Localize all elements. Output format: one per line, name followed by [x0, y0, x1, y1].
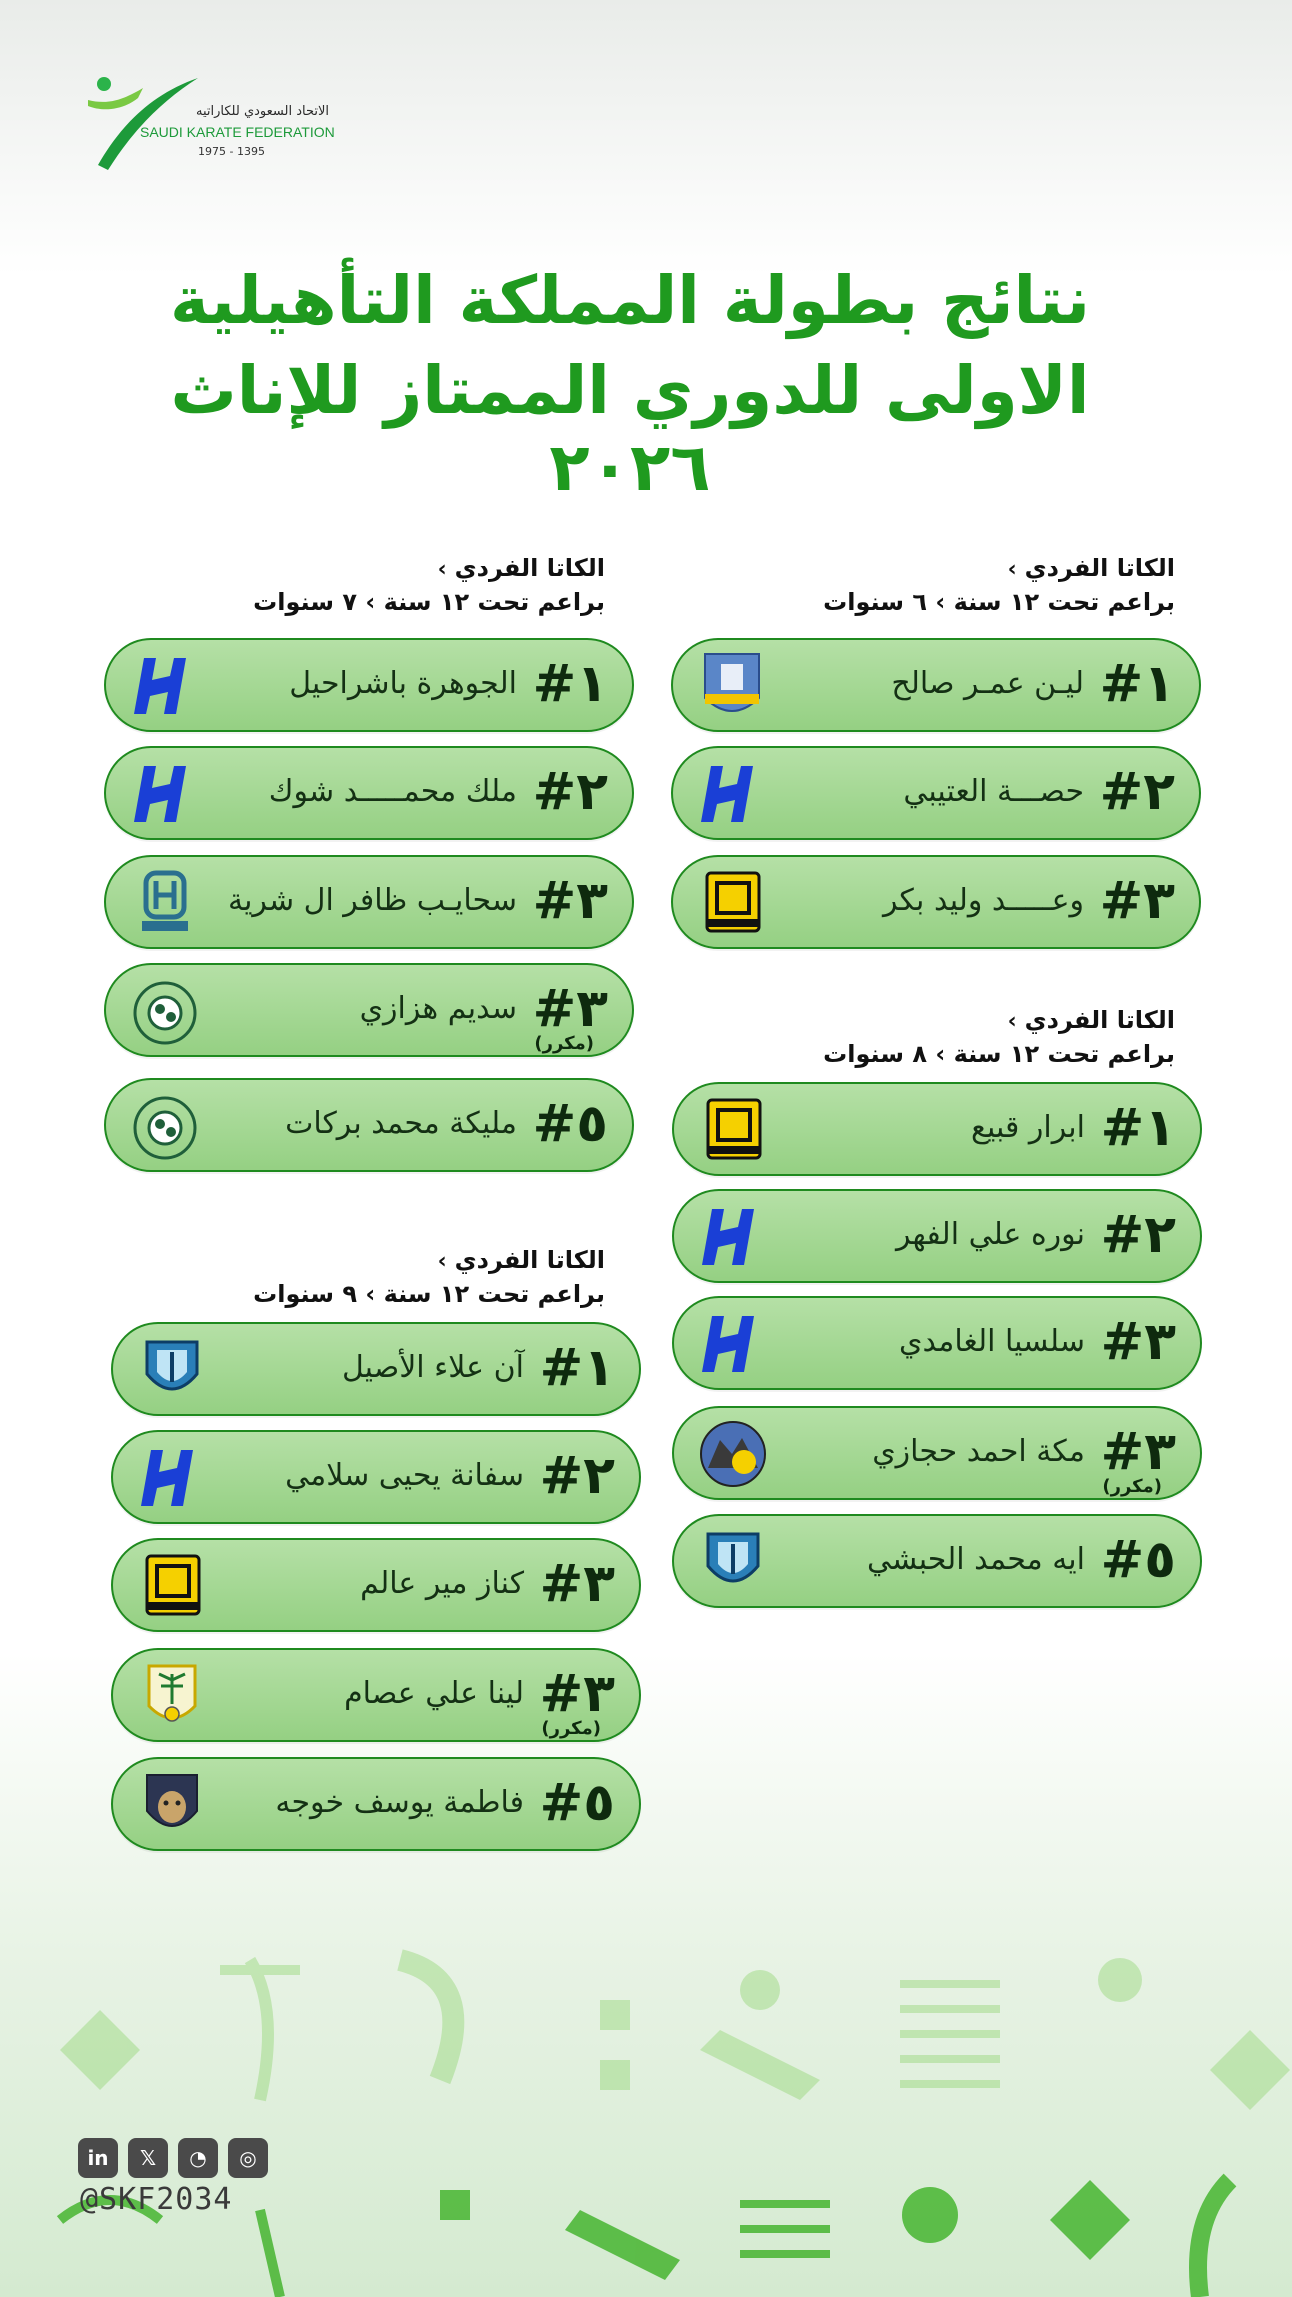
federation-name-en: SAUDI KARATE FEDERATION	[140, 124, 335, 140]
section-subheading: براعم تحت ١٢ سنة › ٩ سنوات	[253, 1280, 605, 1308]
linkedin-icon[interactable]: in	[78, 2138, 118, 2178]
rank-label: #١	[1099, 654, 1175, 714]
athlete-name: وعـــــد وليد بكر	[882, 883, 1084, 918]
section-header-9yrs	[85, 1244, 605, 1310]
result-card	[672, 1082, 1202, 1176]
page-title-line1: نتائج بطولة المملكة التأهيلية	[169, 262, 1091, 339]
result-card	[111, 1322, 641, 1416]
section-heading: الكاتا الفردي	[454, 1246, 605, 1274]
athlete-name: لينا علي عصام	[344, 1676, 524, 1711]
rank-label: #٢	[539, 1446, 615, 1506]
athlete-name: ملك محمـــــد شوك	[268, 774, 517, 809]
result-card	[671, 746, 1201, 840]
athlete-name: حصـــة العتيبي	[903, 774, 1084, 809]
repeat-label: (مكرر)	[1102, 1476, 1162, 1497]
ittihad-badge-icon	[698, 1094, 768, 1166]
result-card	[104, 638, 634, 732]
athlete-name: فاطمة يوسف خوجه	[275, 1785, 524, 1820]
rank-label: #١	[532, 654, 608, 714]
athlete-name: سحايـب ظافر ال شرية	[227, 883, 517, 918]
rank-label: #١	[539, 1338, 615, 1398]
section-subheading: براعم تحت ١٢ سنة › ٨ سنوات	[823, 1040, 1175, 1068]
rank-label: #٥	[532, 1094, 608, 1154]
rank-label: #٢	[1099, 762, 1175, 822]
section-subheading: براعم تحت ١٢ سنة › ٦ سنوات	[823, 588, 1175, 616]
ohud-badge-icon	[698, 1418, 768, 1490]
result-card	[672, 1406, 1202, 1500]
page-title-line2: الاولى للدوري الممتاز للإناث ٢٠٢٦	[170, 352, 1090, 506]
rank-label: #٣	[1099, 871, 1175, 931]
athlete-name: سلسيا الغامدي	[899, 1324, 1085, 1359]
al-hawra-badge-icon	[130, 1090, 200, 1162]
alula-badge-icon	[137, 1769, 207, 1841]
result-card	[104, 855, 634, 949]
palm-badge-icon	[137, 1660, 207, 1732]
result-card	[671, 855, 1201, 949]
chevron-left-icon: ›	[437, 557, 447, 582]
section-heading: الكاتا الفردي	[454, 554, 605, 582]
chevron-left-icon: ›	[437, 1249, 447, 1274]
rank-label: #٣	[1100, 1312, 1176, 1372]
al-hilal-badge-icon	[137, 1442, 207, 1514]
athlete-name: آن علاء الأصيل	[341, 1350, 524, 1385]
section-subheading: براعم تحت ١٢ سنة › ٧ سنوات	[253, 588, 605, 616]
rank-label: #٥	[539, 1773, 615, 1833]
al-ain-badge-icon	[697, 650, 767, 722]
ittihad-badge-icon	[137, 1550, 207, 1622]
rank-label: #٣	[1100, 1422, 1176, 1482]
shield-badge-icon	[137, 1334, 207, 1406]
rank-label: #٢	[532, 762, 608, 822]
al-hilal-badge-icon	[698, 1308, 768, 1380]
chevron-left-icon: ›	[1007, 557, 1017, 582]
result-card	[672, 1189, 1202, 1283]
result-card	[672, 1514, 1202, 1608]
athlete-name: الجوهرة باشراحيل	[289, 666, 517, 701]
rank-label: #٢	[1100, 1205, 1176, 1265]
al-hilal-badge-icon	[698, 1201, 768, 1273]
shield-badge-icon	[698, 1526, 768, 1598]
athlete-name: كناز مير عالم	[360, 1566, 524, 1601]
rank-label: #٣	[539, 1664, 615, 1724]
section-header-7yrs	[85, 552, 605, 618]
rank-label: #٥	[1100, 1530, 1176, 1590]
rank-label: #٣	[532, 979, 608, 1039]
federation-years: 1975 - 1395	[198, 145, 265, 158]
athlete-name: نوره علي الفهر	[896, 1217, 1085, 1252]
x-icon[interactable]: 𝕏	[128, 2138, 168, 2178]
result-card	[111, 1430, 641, 1524]
decorative-pattern	[0, 1880, 1292, 2297]
al-hawra-badge-icon	[130, 975, 200, 1047]
section-header-6yrs	[655, 552, 1175, 618]
al-hilal-badge-icon	[130, 758, 200, 830]
result-card	[104, 963, 634, 1057]
result-card	[111, 1538, 641, 1632]
athlete-name: ايه محمد الحبشي	[866, 1542, 1085, 1577]
social-handle: @SKF2034	[80, 2182, 233, 2217]
rank-label: #٣	[539, 1554, 615, 1614]
athlete-name: سفانة يحيى سلامي	[285, 1458, 524, 1493]
repeat-label: (مكرر)	[534, 1033, 594, 1054]
rank-label: #٣	[532, 871, 608, 931]
athlete-name: مكة احمد حجازي	[872, 1434, 1085, 1469]
result-card	[104, 1078, 634, 1172]
al-hilal-badge-icon	[697, 758, 767, 830]
federation-name-ar: الاتحاد السعودي للكاراتيه	[196, 104, 329, 119]
athlete-name: ابرار قبيع	[970, 1110, 1085, 1145]
rank-label: #١	[1100, 1098, 1176, 1158]
instagram-icon[interactable]: ◎	[228, 2138, 268, 2178]
federation-logo	[88, 70, 348, 180]
result-card	[104, 746, 634, 840]
snapchat-icon[interactable]: ◔	[178, 2138, 218, 2178]
section-heading: الكاتا الفردي	[1024, 1006, 1175, 1034]
repeat-label: (مكرر)	[541, 1718, 601, 1739]
section-header-8yrs	[655, 1004, 1175, 1070]
al-hilal-badge-icon	[130, 650, 200, 722]
akhdoud-badge-icon	[130, 867, 200, 939]
result-card	[671, 638, 1201, 732]
athlete-name: ليـن عمـر صالح	[891, 666, 1084, 701]
section-heading: الكاتا الفردي	[1024, 554, 1175, 582]
result-card	[672, 1296, 1202, 1390]
result-card	[111, 1648, 641, 1742]
chevron-left-icon: ›	[1007, 1009, 1017, 1034]
result-card	[111, 1757, 641, 1851]
athlete-name: مليكة محمد بركات	[285, 1106, 517, 1141]
athlete-name: سديم هزازي	[359, 991, 517, 1026]
ittihad-badge-icon	[697, 867, 767, 939]
